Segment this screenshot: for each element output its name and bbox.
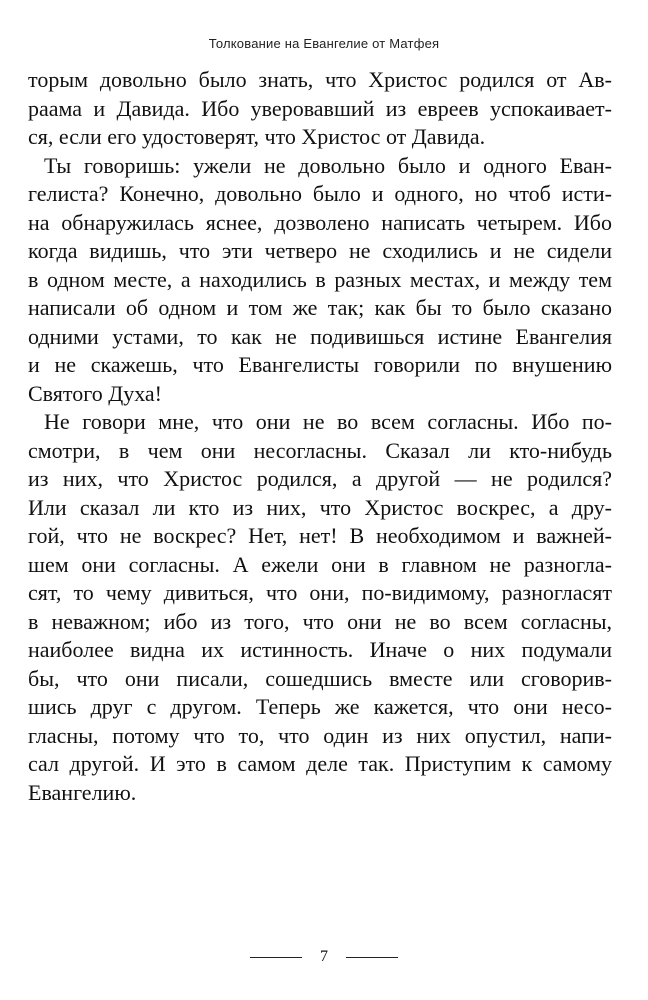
text-line: в неважном; ибо из того, что они не во всем согласны, [28, 608, 612, 634]
text-line: написали об одном и том же так; как бы то было сказано [28, 295, 612, 320]
text-line: Ты говоришь: ужели не довольно было и одного Еван- [44, 152, 612, 178]
text-line: одними устами, то как не подивишься истине Евангелия [28, 323, 612, 349]
footer-rule-left [250, 957, 302, 958]
text-line: сал другой. И это в самом деле так. Приступим к самому [28, 751, 612, 776]
text-line: раама и Давида. Ибо уверовавший из евреев успокаивает- [28, 95, 612, 121]
text-line: торым довольно было знать, что Христос родился от Ав- [28, 67, 612, 92]
paragraph-1 [28, 66, 612, 152]
text-line: Не говори мне, что они не во всем согласны. Ибо по- [44, 409, 612, 434]
text-line: гелиста? Конечно, довольно было и одного, но чтоб исти- [28, 181, 612, 206]
text-line: в одном месте, а находились в разных местах, и между тем [28, 266, 612, 292]
text-line: из них, что Христос родился, а другой — не родился? [28, 466, 612, 491]
page-number: 7 [320, 948, 328, 965]
text-line: шем они согласны. А ежели они в главном не разногла- [28, 551, 612, 577]
paragraph-2 [28, 152, 612, 409]
body-text [28, 66, 612, 807]
text-line: гой, что не воскрес? Нет, нет! В необходимом и важней- [28, 523, 612, 548]
text-line: Святого Духа! [28, 380, 162, 406]
text-line: гласны, потому что то, что один из них опустил, напи- [28, 722, 612, 748]
text-line: Или сказал ли кто из них, что Христос воскрес, а дру- [28, 494, 612, 520]
page-footer [0, 945, 648, 969]
text-line: на обнаружилась яснее, дозволено написать четырем. Ибо [28, 209, 612, 235]
footer-rule-right [346, 957, 398, 958]
text-line: сят, то чему дивиться, что они, по-видимому, разногласят [28, 580, 612, 605]
text-line: шись друг с другом. Теперь же кажется, что они несо- [28, 694, 612, 719]
text-line: бы, что они писали, сошедшись вместе или сговорив- [28, 665, 612, 691]
text-line: Евангелию. [28, 779, 137, 805]
running-header: Толкование на Евангелие от Матфея [208, 36, 440, 51]
text-line: ся, если его удостоверят, что Христос от Давида. [28, 124, 486, 149]
paragraph-3 [28, 408, 612, 807]
text-line: смотри, в чем они несогласны. Сказал ли кто-нибудь [28, 437, 612, 463]
text-line: когда видишь, что эти четверо не сходились и не сидели [28, 238, 612, 263]
text-line: наиболее видна их истинность. Иначе о них подумали [28, 637, 612, 662]
text-line: и не скажешь, что Евангелисты говорили по внушению [28, 352, 612, 377]
